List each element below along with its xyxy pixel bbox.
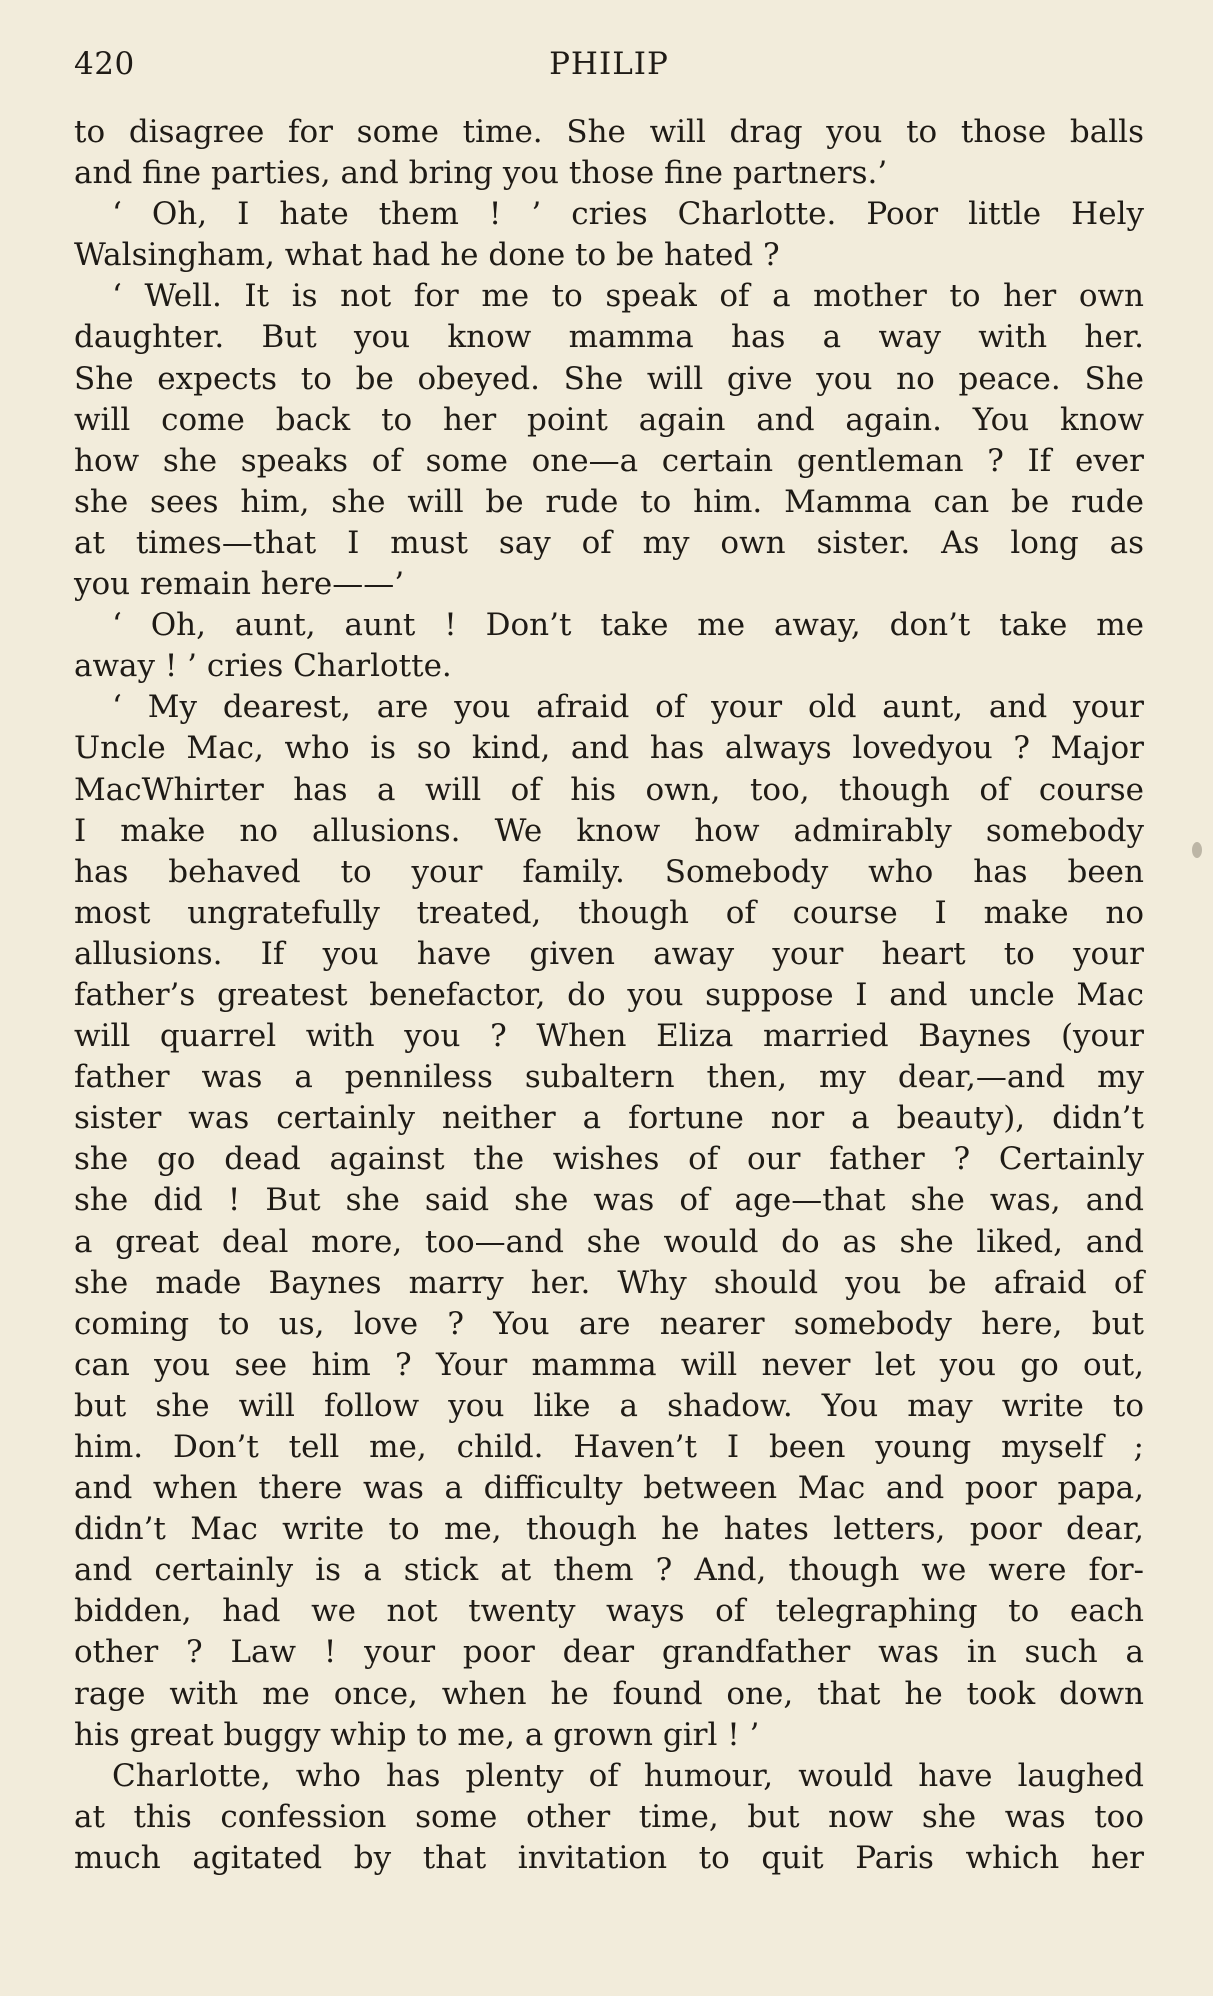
page-header: [74, 40, 1144, 90]
body-text: [74, 112, 1144, 1879]
text-line: but she will follow you like a shadow. You may write to: [74, 1387, 1144, 1424]
text-line: ‘ Oh, I hate them ! ’ cries Charlotte. Poor little Hely: [112, 196, 1144, 233]
text-line: away ! ’ cries Charlotte.: [74, 648, 452, 685]
text-line: to disagree for some time. She will drag you to those balls: [74, 114, 1144, 150]
text-line: a great deal more, too—and she would do as she liked, and: [74, 1223, 1144, 1260]
text-line: can you see him ? Your mamma will never let you go out,: [74, 1346, 1144, 1383]
text-line: sister was certainly neither a fortune nor a beauty), didn’t: [74, 1100, 1144, 1137]
text-line: Charlotte, who has plenty of humour, would have laughed: [112, 1757, 1144, 1794]
text-line: ‘ My dearest, are you afraid of your old aunt, and your: [112, 689, 1144, 726]
text-line: She expects to be obeyed. She will give you no peace. She: [74, 360, 1144, 397]
text-line: and certainly is a stick at them ? And, though we were for-: [74, 1552, 1144, 1589]
text-line: I make no allusions. We know how admirably somebody: [74, 812, 1144, 849]
text-line: has behaved to your family. Somebody who has been: [74, 853, 1144, 890]
page-number: 420: [74, 46, 135, 82]
text-line: Walsingham, what had he done to be hated ?: [74, 237, 780, 274]
text-line: and fine parties, and bring you those fine partners.’: [74, 155, 888, 192]
text-line: at times—that I must say of my own sister. As long as: [74, 524, 1144, 561]
text-line: MacWhirter has a will of his own, too, though of course: [74, 771, 1144, 808]
text-line: will come back to her point again and again. You know: [74, 401, 1144, 438]
text-line: his great buggy whip to me, a grown girl ! ’: [74, 1716, 760, 1753]
text-line: father was a penniless subaltern then, my dear,—and my: [74, 1059, 1144, 1096]
text-line: you remain here——’: [74, 566, 405, 603]
text-line: allusions. If you have given away your heart to your: [74, 935, 1144, 972]
text-line: Uncle Mac, who is so kind, and has always lovedyou ? Major: [74, 730, 1144, 767]
text-line: she made Baynes marry her. Why should you be afraid of: [74, 1264, 1144, 1301]
text-line: and when there was a difficulty between Mac and poor papa,: [74, 1470, 1144, 1507]
text-line: much agitated by that invitation to quit Paris which her: [74, 1839, 1144, 1876]
text-line: didn’t Mac write to me, though he hates letters, poor dear,: [74, 1511, 1144, 1548]
text-line: other ? Law ! your poor dear grandfather was in such a: [74, 1634, 1144, 1671]
text-line: him. Don’t tell me, child. Haven’t I been young myself ;: [74, 1429, 1144, 1465]
text-line: ‘ Well. It is not for me to speak of a mother to her own: [112, 278, 1144, 315]
text-line: father’s greatest benefactor, do you suppose I and uncle Mac: [74, 976, 1144, 1013]
text-line: bidden, had we not twenty ways of telegraphing to each: [74, 1593, 1144, 1630]
text-line: most ungratefully treated, though of course I make no: [74, 894, 1144, 931]
text-line: she did ! But she said she was of age—that she was, and: [74, 1182, 1144, 1219]
paper-blemish: [1192, 842, 1202, 858]
text-line: she go dead against the wishes of our father ? Certainly: [74, 1141, 1144, 1178]
running-head: PHILIP: [549, 46, 669, 82]
text-line: coming to us, love ? You are nearer somebody here, but: [74, 1305, 1144, 1342]
text-line: how she speaks of some one—a certain gentleman ? If ever: [74, 442, 1144, 479]
text-line: at this confession some other time, but now she was too: [74, 1798, 1144, 1835]
text-line: ‘ Oh, aunt, aunt ! Don’t take me away, don’t take me: [112, 607, 1144, 644]
text-line: she sees him, she will be rude to him. Mamma can be rude: [74, 483, 1144, 520]
text-line: daughter. But you know mamma has a way with her.: [74, 319, 1144, 356]
text-line: will quarrel with you ? When Eliza married Baynes (your: [74, 1018, 1144, 1055]
text-line: rage with me once, when he found one, that he took down: [74, 1675, 1144, 1712]
